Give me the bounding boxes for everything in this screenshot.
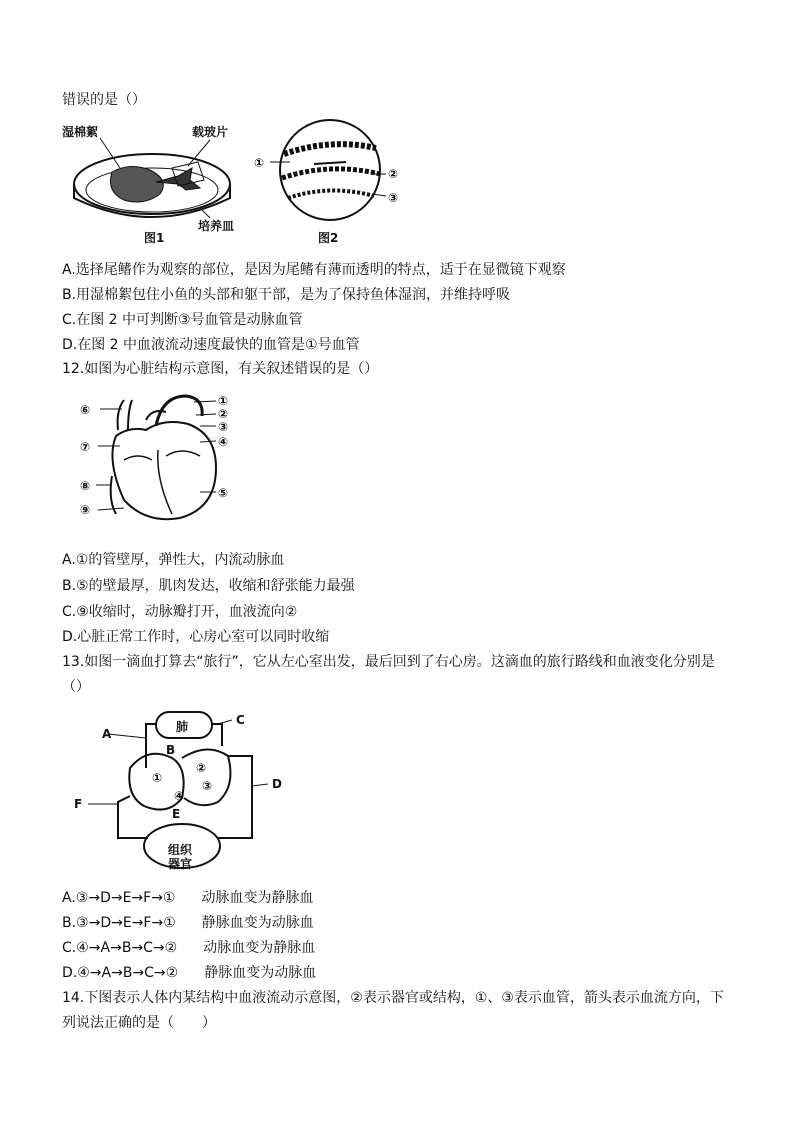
pulmonary-artery — [146, 411, 166, 420]
label-glass-slide: 载玻片 — [192, 125, 229, 139]
q12-option-a: A.①的管壁厚，弹性大，内流动脉血 — [62, 552, 285, 568]
leader-4 — [200, 441, 216, 442]
letter-F: F — [74, 797, 83, 811]
label-petri-dish: 培养皿 — [198, 219, 235, 233]
q11-option-b: B.用湿棉絮包住小鱼的头部和躯干部，是为了保持鱼体湿润，并维持呼吸 — [62, 287, 511, 303]
pulmonary-artery-path — [212, 724, 222, 746]
vessel-2 — [282, 169, 380, 178]
label-wet-cotton: 湿棉絮 — [62, 125, 99, 139]
q11-option-c: C.在图 2 中可判断③号血管是动脉血管 — [62, 312, 303, 328]
q13-stem-line-2: （） — [62, 679, 90, 695]
heart-mark-5: ⑤ — [218, 486, 229, 500]
q11-stem-tail: 错误的是（） — [62, 92, 146, 108]
q12-heart-diagram — [76, 390, 256, 530]
septum — [158, 450, 172, 514]
q11-figure-2 — [254, 118, 414, 248]
fig2-mark-2: ② — [388, 167, 399, 181]
heart-mark-8: ⑧ — [80, 479, 91, 493]
heart-mark-7: ⑦ — [80, 440, 91, 454]
q13-option-b — [62, 913, 314, 933]
q13-option-b-path: B.③→D→E→F→① — [62, 915, 176, 931]
figure-2-caption: 图2 — [318, 231, 339, 245]
left-av-valve — [166, 451, 200, 456]
letter-C: C — [236, 713, 245, 727]
circ-mark-3: ③ — [202, 779, 213, 793]
heart-mark-2: ② — [218, 407, 229, 421]
capillary — [314, 162, 346, 164]
letter-D: D — [272, 777, 282, 791]
q13-option-d — [62, 963, 316, 983]
q11-option-d: D.在图 2 中血液流动速度最快的血管是①号血管 — [62, 337, 360, 353]
q11-option-a: A.选择尾鳍作为观察的部位，是因为尾鳍有薄而透明的特点，适于在显微镜下观察 — [62, 262, 566, 278]
heart-right — [182, 749, 230, 805]
q13-option-d-change: 静脉血变为动脉血 — [204, 965, 317, 981]
pulmonary-vein-path — [146, 724, 156, 768]
vessel-F-path — [118, 796, 148, 838]
heart-mark-4: ④ — [218, 435, 229, 449]
leader-9 — [98, 508, 124, 510]
leader-C — [218, 720, 232, 724]
q14-stem-line-1: 14.下图表示人体内某结构中血液流动示意图，②表示器官或结构，①、③表示血管，箭头表示血流方向，下 — [62, 990, 724, 1006]
q12-option-b: B.⑤的壁最厚，肌肉发达，收缩和舒张能力最强 — [62, 578, 355, 594]
letter-A: A — [102, 727, 112, 741]
fig2-mark-1: ① — [254, 156, 265, 170]
q13-option-c-path: C.④→A→B→C→② — [62, 940, 178, 956]
letter-E: E — [172, 807, 181, 821]
fig2-mark-3: ③ — [388, 191, 399, 205]
heart-mark-9: ⑨ — [80, 503, 91, 517]
q12-option-d: D.心脏正常工作时，心房心室可以同时收缩 — [62, 629, 330, 645]
right-av-valve — [124, 456, 152, 460]
organ-label-line-1: 组织 — [168, 843, 193, 857]
q11-figure-1 — [60, 118, 260, 248]
circ-mark-1: ① — [152, 771, 163, 785]
heart-mark-1: ① — [218, 394, 229, 408]
q13-option-a-path: A.③→D→E→F→① — [62, 890, 176, 906]
q13-option-a — [62, 888, 313, 908]
leader-dish — [200, 208, 210, 218]
circ-mark-4: ④ — [174, 789, 185, 803]
heart-mark-6: ⑥ — [80, 403, 91, 417]
leader-A — [108, 734, 146, 738]
wet-cotton — [111, 166, 164, 202]
lung-label: 肺 — [176, 720, 189, 734]
q13-option-d-path: D.④→A→B→C→② — [62, 965, 179, 981]
leader-2 — [196, 414, 216, 415]
heart-outline — [112, 422, 216, 519]
figure-1-caption: 图1 — [144, 231, 165, 245]
q14-stem-line-2: 列说法正确的是（ ） — [62, 1015, 216, 1031]
vessel-1 — [284, 144, 376, 154]
circ-mark-2: ② — [196, 761, 207, 775]
q12-option-c: C.⑨收缩时，动脉瓣打开，血液流向② — [62, 604, 298, 620]
q13-option-a-change: 动脉血变为静脉血 — [201, 890, 314, 906]
q13-option-c — [62, 938, 315, 958]
vena-cava-superior — [118, 400, 132, 430]
q13-option-c-change: 动脉血变为静脉血 — [203, 940, 316, 956]
vessel-3 — [288, 190, 374, 198]
letter-B: B — [166, 743, 176, 757]
q13-stem-line-1: 13.如图一滴血打算去“旅行”，它从左心室出发，最后回到了右心房。这滴血的旅行路线和血液变化分别是 — [62, 654, 715, 670]
organ-label-line-2: 器官 — [168, 857, 193, 871]
q12-stem: 12.如图为心脏结构示意图，有关叙述错误的是（） — [62, 361, 379, 377]
leader-cotton — [100, 138, 120, 168]
leader-D — [252, 784, 268, 786]
heart-mark-3: ③ — [218, 420, 229, 434]
q13-circulation-diagram — [68, 706, 298, 876]
q13-option-b-change: 静脉血变为动脉血 — [201, 915, 314, 931]
